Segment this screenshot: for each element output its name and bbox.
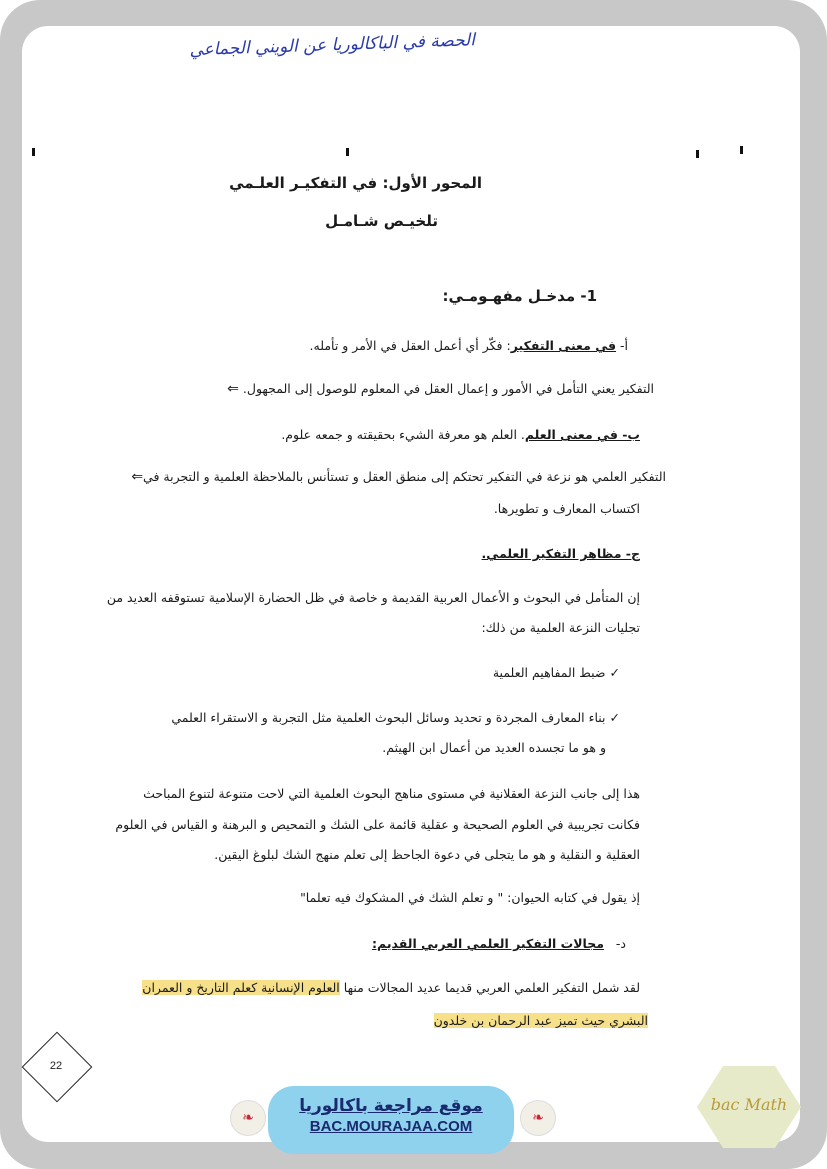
highlighted-text: البشري حيث تميز عبد الرحمان بن خلدون	[433, 1013, 648, 1028]
site-banner[interactable]	[268, 1086, 514, 1154]
arrow-icon: ⇐	[131, 469, 144, 485]
term-fields: مجالات التفكير العلمي العربي القديم:	[372, 936, 604, 951]
term-thinking: في معنى التفكير	[510, 338, 617, 353]
conclusion-b-line1	[86, 469, 666, 485]
heading-c	[470, 546, 640, 561]
bullet-item	[470, 665, 620, 680]
definition-text: . العلم هو معرفة الشيء بحقيقته و جمعه علوم.	[281, 427, 525, 442]
check-icon: ✓	[609, 710, 620, 725]
highlighted-text: العلوم الإنسانية كعلم التاريخ و العمران	[142, 980, 340, 995]
banner-url-link[interactable]: BAC.MOURAJAA.COM	[309, 1118, 473, 1135]
page-subtitle: تلخيـص شـامـل	[325, 212, 438, 230]
paragraph-line: فكانت تجريبية في العلوم الصحيحة و عقلية قائمة على الشك و التمحيص و البرهنة و القياس في العلوم	[115, 817, 640, 832]
section-heading: 1- مدخـل مفهـومـي:	[442, 287, 597, 305]
bullet-continuation: و هو ما تجسده العديد من أعمال ابن الهيثم.	[382, 740, 606, 755]
conclusion-b-line2: اكتساب المعارف و تطويرها.	[493, 501, 640, 516]
definition-a	[300, 338, 628, 353]
paragraph-c-line2: تجليات النزعة العلمية من ذلك:	[481, 620, 640, 635]
conclusion-text: التفكير يعني التأمل في الأمور و إعمال العقل في المعلوم للوصول إلى المجهول.	[242, 381, 654, 396]
document-page	[22, 26, 800, 1142]
paragraph-c-line1: إن المتأمل في البحوث و الأعمال العربية القديمة و خاصة في ظل الحضارة الإسلامية تستوقفه العديد من	[106, 590, 640, 605]
definition-b	[281, 427, 640, 442]
scan-mark	[346, 148, 349, 156]
paragraph-line: العقلية و النقلية و هو ما يتجلى في دعوة الجاحظ إلى تعلم منهج الشك لبلوغ اليقين.	[214, 847, 640, 862]
quote-line: إذ يقول في كتابه الحيوان: " و تعلم الشك في المشكوك فيه تعلما"	[300, 890, 640, 905]
check-icon: ✓	[609, 665, 620, 680]
term-science: ب- في معنى العلم	[524, 427, 640, 442]
book-logo-icon: ❧	[230, 1100, 266, 1136]
handwritten-note: الحصة في الباكالوريا عن الويني الجماعي	[189, 30, 476, 61]
book-logo-icon: ❧	[520, 1100, 556, 1136]
bacmath-logo-text: bac Math	[710, 1095, 788, 1114]
bullet-text: بناء المعارف المجردة و تحديد وسائل البحوث العلمية مثل التجربة و الاستقراء العلمي	[171, 710, 606, 725]
arrow-icon: ⇐	[227, 381, 239, 397]
page-title: المحور الأول: في التفكيـر العلـمي	[229, 174, 482, 192]
paragraph-d-line2	[412, 1013, 648, 1028]
definition-text: : فكّر أي أعمل العقل في الأمر و تأمله.	[309, 338, 511, 353]
bullet-text: ضبط المفاهيم العلمية	[492, 665, 606, 680]
banner-arabic-link[interactable]: موقع مراجعة باكالوريا	[299, 1096, 483, 1116]
paragraph-d-line1	[80, 980, 640, 995]
conclusion-text: التفكير العلمي هو نزعة في التفكير تحتكم إلى منطق العقل و تستأنس بالملاحظة العلمية و التجربة في	[143, 469, 666, 484]
item-label: د-	[615, 936, 626, 951]
heading-d	[372, 936, 626, 951]
conclusion-a	[190, 381, 654, 397]
paragraph-text: لقد شمل التفكير العلمي العربي قديما عديد المجالات منها	[339, 980, 640, 995]
item-label: أ-	[620, 338, 628, 353]
scan-mark	[32, 148, 35, 156]
term-manifestations: ج- مظاهر التفكير العلمي.	[481, 546, 640, 561]
bullet-item	[86, 710, 620, 725]
scan-mark	[696, 150, 699, 158]
page-number: 22	[49, 1060, 63, 1072]
scan-mark	[740, 146, 743, 154]
paragraph-line: هذا إلى جانب النزعة العقلانية في مستوى مناهج البحوث العلمية التي لاحت متنوعة لتنوع المباحث	[143, 786, 640, 801]
